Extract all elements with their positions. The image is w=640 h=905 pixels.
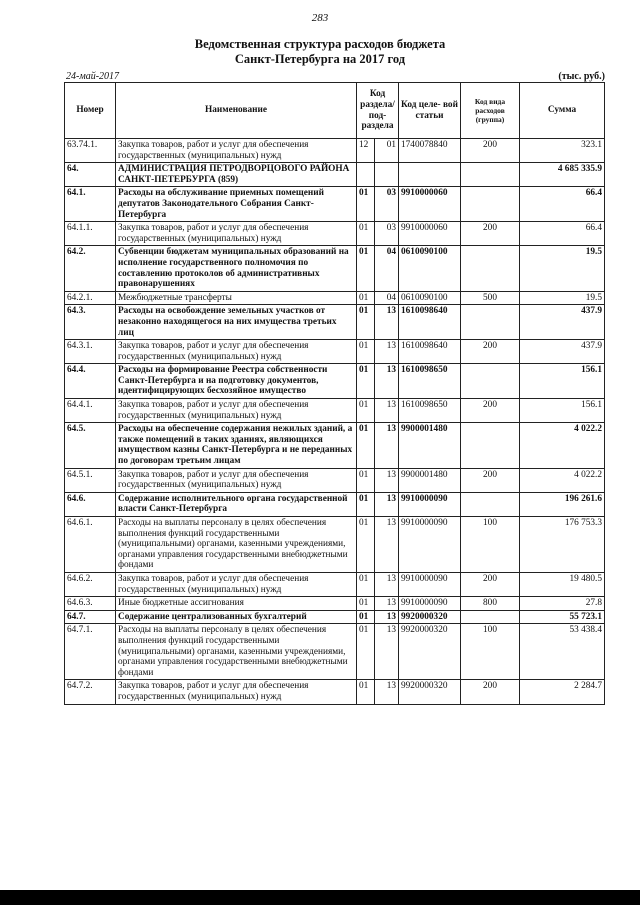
row-number: 64.7.2. [65, 680, 116, 704]
row-expense-type [461, 163, 520, 187]
row-number: 64.3.1. [65, 340, 116, 364]
row-name: Расходы на обслуживание приемных помещений депутатов Законодательного Собрания Санкт-Петербурга [116, 187, 357, 222]
row-sum: 27.8 [520, 597, 605, 611]
row-target-code: 1610098640 [399, 340, 461, 364]
row-section-code: 01 [357, 246, 375, 291]
header-section-code: Код раздела/ под- раздела [357, 83, 399, 139]
row-section-code: 01 [357, 187, 375, 222]
row-expense-type: 200 [461, 340, 520, 364]
table-row [65, 291, 605, 305]
row-sum: 19.5 [520, 246, 605, 291]
table-row [65, 492, 605, 516]
row-subsection-code: 13 [375, 305, 399, 340]
document-date: 24-май-2017 [66, 71, 120, 82]
row-expense-type: 200 [461, 222, 520, 246]
row-subsection-code: 13 [375, 468, 399, 492]
row-number: 64.6.2. [65, 572, 116, 596]
row-number: 64.6.3. [65, 597, 116, 611]
row-expense-type [461, 423, 520, 468]
row-name: Содержание централизованных бухгалтерий [116, 610, 357, 624]
row-sum: 55 723.1 [520, 610, 605, 624]
row-subsection-code: 13 [375, 492, 399, 516]
row-section-code: 01 [357, 468, 375, 492]
row-target-code: 9920000320 [399, 624, 461, 680]
row-target-code: 9920000320 [399, 680, 461, 704]
row-target-code: 9910000090 [399, 597, 461, 611]
row-sum: 156.1 [520, 399, 605, 423]
row-subsection-code: 13 [375, 423, 399, 468]
row-section-code: 01 [357, 364, 375, 399]
row-number: 64.2.1. [65, 291, 116, 305]
row-name: Расходы на выплаты персоналу в целях обеспечения выполнения функций государственными (муниципальными) органами, казенными учреждениями, органами управления государственными внебюджетными фондами [116, 624, 357, 680]
row-expense-type [461, 492, 520, 516]
row-subsection-code: 01 [375, 139, 399, 163]
row-sum: 437.9 [520, 305, 605, 340]
row-name: Закупка товаров, работ и услуг для обеспечения государственных (муниципальных) нужд [116, 222, 357, 246]
row-sum: 4 022.2 [520, 423, 605, 468]
row-expense-type: 200 [461, 139, 520, 163]
row-target-code: 9920000320 [399, 610, 461, 624]
row-number: 64.7. [65, 610, 116, 624]
row-section-code [357, 163, 375, 187]
table-row [65, 305, 605, 340]
row-sum: 4 685 335.9 [520, 163, 605, 187]
row-section-code: 01 [357, 222, 375, 246]
row-section-code: 01 [357, 624, 375, 680]
row-target-code: 0610090100 [399, 291, 461, 305]
row-name: Закупка товаров, работ и услуг для обеспечения государственных (муниципальных) нужд [116, 399, 357, 423]
row-name: Расходы на формирование Реестра собственности Санкт-Петербурга и на подготовку документов, идентифицирующих бесхозяйное имущество [116, 364, 357, 399]
row-number: 64.6.1. [65, 517, 116, 573]
row-expense-type: 200 [461, 399, 520, 423]
row-expense-type [461, 364, 520, 399]
row-number: 64.1.1. [65, 222, 116, 246]
table-row [65, 610, 605, 624]
table-header-row [65, 83, 605, 139]
row-sum: 19 480.5 [520, 572, 605, 596]
row-sum: 437.9 [520, 340, 605, 364]
row-sum: 66.4 [520, 187, 605, 222]
row-subsection-code: 13 [375, 680, 399, 704]
table-row [65, 187, 605, 222]
row-number: 64.3. [65, 305, 116, 340]
row-target-code [399, 163, 461, 187]
table-row [65, 597, 605, 611]
header-target-code: Код целе- вой статьи [399, 83, 461, 139]
row-expense-type: 800 [461, 597, 520, 611]
row-expense-type [461, 610, 520, 624]
header-expense-type-code: Код вида расходов (группа) [461, 83, 520, 139]
table-row [65, 399, 605, 423]
row-name: Субвенции бюджетам муниципальных образований на исполнение государственного полномочия по составлению протоколов об административных правонарушениях [116, 246, 357, 291]
row-name: Закупка товаров, работ и услуг для обеспечения государственных (муниципальных) нужд [116, 468, 357, 492]
row-name: Расходы на обеспечение содержания нежилых зданий, а также помещений в таких зданиях, являющихся имуществом казны Санкт-Петербурга и не переданных по договорам третьим лицам [116, 423, 357, 468]
row-target-code: 1610098650 [399, 364, 461, 399]
row-number: 64.7.1. [65, 624, 116, 680]
row-target-code: 1610098640 [399, 305, 461, 340]
header-number: Номер [65, 83, 116, 139]
table-row [65, 572, 605, 596]
table-row [65, 364, 605, 399]
table-row [65, 163, 605, 187]
page-number: 283 [311, 12, 329, 24]
table-row [65, 517, 605, 573]
row-subsection-code [375, 163, 399, 187]
row-sum: 156.1 [520, 364, 605, 399]
row-name: Расходы на выплаты персоналу в целях обеспечения выполнения функций государственными (муниципальными) органами, казенными учреждениями, органами управления государственными внебюджетными фондами [116, 517, 357, 573]
row-subsection-code: 13 [375, 399, 399, 423]
row-section-code: 01 [357, 597, 375, 611]
header-sum: Сумма [520, 83, 605, 139]
table-row [65, 423, 605, 468]
row-subsection-code: 13 [375, 610, 399, 624]
row-target-code: 9900001480 [399, 423, 461, 468]
row-subsection-code: 13 [375, 597, 399, 611]
row-sum: 53 438.4 [520, 624, 605, 680]
row-expense-type: 500 [461, 291, 520, 305]
row-subsection-code: 13 [375, 517, 399, 573]
row-expense-type [461, 246, 520, 291]
row-number: 64.4. [65, 364, 116, 399]
budget-table [64, 82, 605, 705]
row-number: 64. [65, 163, 116, 187]
row-section-code: 01 [357, 517, 375, 573]
row-name: Закупка товаров, работ и услуг для обеспечения государственных (муниципальных) нужд [116, 572, 357, 596]
row-number: 64.4.1. [65, 399, 116, 423]
row-subsection-code: 13 [375, 340, 399, 364]
row-number: 64.5.1. [65, 468, 116, 492]
row-target-code: 9910000090 [399, 517, 461, 573]
document-title [0, 37, 640, 67]
row-sum: 19.5 [520, 291, 605, 305]
row-sum: 196 261.6 [520, 492, 605, 516]
row-name: Межбюджетные трансферты [116, 291, 357, 305]
row-expense-type [461, 187, 520, 222]
row-expense-type: 200 [461, 680, 520, 704]
row-target-code: 1740078840 [399, 139, 461, 163]
row-number: 64.1. [65, 187, 116, 222]
row-target-code: 0610090100 [399, 246, 461, 291]
row-section-code: 01 [357, 305, 375, 340]
row-name: Закупка товаров, работ и услуг для обеспечения государственных (муниципальных) нужд [116, 340, 357, 364]
row-expense-type [461, 305, 520, 340]
table-row [65, 246, 605, 291]
row-subsection-code: 13 [375, 624, 399, 680]
row-sum: 323.1 [520, 139, 605, 163]
row-name: Иные бюджетные ассигнования [116, 597, 357, 611]
row-sum: 4 022.2 [520, 468, 605, 492]
row-target-code: 1610098650 [399, 399, 461, 423]
row-subsection-code: 03 [375, 222, 399, 246]
row-target-code: 9910000090 [399, 572, 461, 596]
row-section-code: 01 [357, 340, 375, 364]
table-row [65, 624, 605, 680]
row-number: 63.74.1. [65, 139, 116, 163]
row-subsection-code: 04 [375, 291, 399, 305]
units-label: (тыс. руб.) [558, 71, 605, 82]
row-sum: 2 284.7 [520, 680, 605, 704]
row-section-code: 12 [357, 139, 375, 163]
row-number: 64.6. [65, 492, 116, 516]
row-section-code: 01 [357, 610, 375, 624]
row-name: АДМИНИСТРАЦИЯ ПЕТРОДВОРЦОВОГО РАЙОНА САНКТ-ПЕТЕРБУРГА (859) [116, 163, 357, 187]
row-subsection-code: 13 [375, 364, 399, 399]
row-section-code: 01 [357, 423, 375, 468]
row-section-code: 01 [357, 291, 375, 305]
row-name: Расходы на освобождение земельных участков от незаконно находящегося на них имущества третьих лиц [116, 305, 357, 340]
row-target-code: 9910000090 [399, 492, 461, 516]
row-section-code: 01 [357, 492, 375, 516]
row-section-code: 01 [357, 680, 375, 704]
table-row [65, 468, 605, 492]
row-name: Закупка товаров, работ и услуг для обеспечения государственных (муниципальных) нужд [116, 680, 357, 704]
row-name: Закупка товаров, работ и услуг для обеспечения государственных (муниципальных) нужд [116, 139, 357, 163]
row-number: 64.2. [65, 246, 116, 291]
table-row [65, 680, 605, 704]
row-expense-type: 100 [461, 517, 520, 573]
row-sum: 176 753.3 [520, 517, 605, 573]
row-expense-type: 200 [461, 572, 520, 596]
table-row [65, 222, 605, 246]
title-line-1: Ведомственная структура расходов бюджета [194, 37, 446, 51]
row-name: Содержание исполнительного органа государственной власти Санкт-Петербурга [116, 492, 357, 516]
row-target-code: 9910000060 [399, 187, 461, 222]
row-subsection-code: 03 [375, 187, 399, 222]
row-target-code: 9900001480 [399, 468, 461, 492]
row-section-code: 01 [357, 572, 375, 596]
row-expense-type: 200 [461, 468, 520, 492]
row-number: 64.5. [65, 423, 116, 468]
title-line-2: Санкт-Петербурга на 2017 год [234, 52, 406, 66]
scan-bottom-edge [0, 890, 640, 905]
row-section-code: 01 [357, 399, 375, 423]
table-row [65, 139, 605, 163]
row-target-code: 9910000060 [399, 222, 461, 246]
row-sum: 66.4 [520, 222, 605, 246]
row-subsection-code: 13 [375, 572, 399, 596]
header-name: Наименование [116, 83, 357, 139]
row-expense-type: 100 [461, 624, 520, 680]
table-row [65, 340, 605, 364]
row-subsection-code: 04 [375, 246, 399, 291]
